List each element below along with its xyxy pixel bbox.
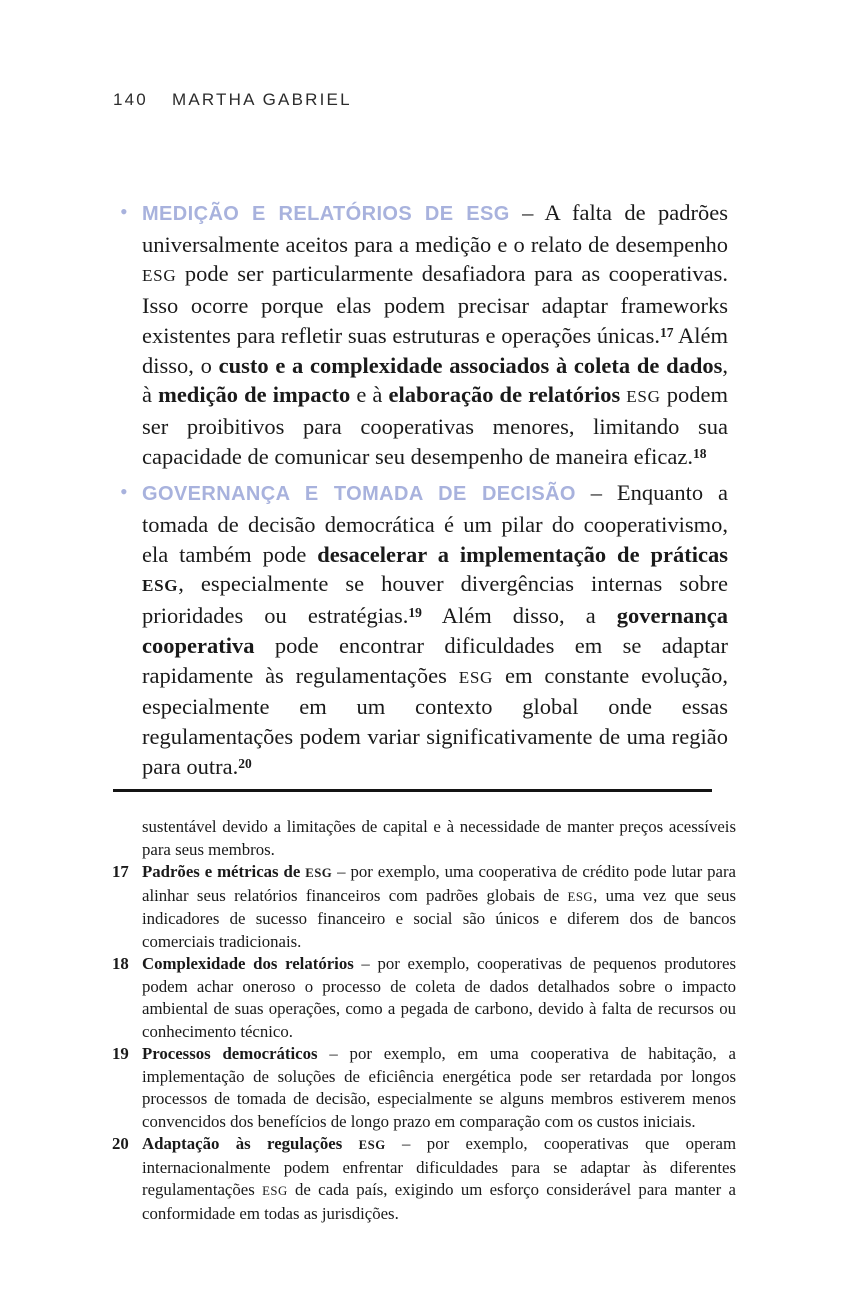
footnote-number: 18 (112, 954, 129, 973)
bullet-heading: MEDIÇÃO E RELATÓRIOS DE ESG (142, 203, 510, 225)
footnote-number: 19 (112, 1044, 129, 1063)
footnote-text: Processos democráticos – por exemplo, em uma cooperativa de habitação, a implementação de soluções de eficiência energética pode ser retardada por longos processos de tomada de decisão, especialmente se alguns membros estiverem menos convencidos dos benefícios de longo prazo em comparação com os custos iniciais. (142, 1044, 737, 1131)
footnote-number: 20 (112, 1134, 129, 1153)
footnote-text: Padrões e métricas de ESG – por exemplo, uma cooperativa de crédito pode lutar para alinhar seus relatórios financeiros com padrões globais de ESG, uma vez que seus indicadores de sucesso financeiro e social são únicos e diferem dos de bancos comerciais tradicionais. (142, 862, 736, 951)
bullet-body-text: – Enquanto a tomada de decisão democrática é um pilar do cooperativismo, ela também pode desacelerar a implementação de práticas ESG, especialmente se houver divergências internas sobre prioridades ou estratégias.$^{19}$ Além disso, a governança cooperativa pode encontrar dificuldades em se adaptar rapidamente às regulamentações ESG em constante evolução, especialmente em um contexto global onde essas regulamentações podem variar significativamente de uma região para outra.$^{20}$ (142, 480, 729, 779)
bullet-dot-icon: • (120, 199, 128, 224)
footnote-continuation: sustentável devido a limitações de capital e à necessidade de manter preços acessíveis para seus membros. (142, 817, 736, 859)
page-number: 140 (113, 90, 148, 109)
footnote-text: Complexidade dos relatórios – por exemplo, cooperativas de pequenos produtores podem achar oneroso o processo de coleta de dados detalhados sobre o impacto ambiental de suas operações, como a pegada de carbono, devido à falta de recursos ou conhecimento técnico. (142, 954, 736, 1041)
running-head-author: MARTHA GABRIEL (171, 90, 352, 109)
footnotes-block (112, 816, 737, 1225)
bullet-dot-icon: • (120, 479, 128, 505)
bullet-item-medicao-relatorios-esg (120, 198, 729, 471)
running-head (113, 90, 352, 110)
footnote-17 (112, 861, 736, 953)
footnote-18 (112, 953, 736, 1043)
footnote-text: Adaptação às regulações ESG – por exemplo, cooperativas que operam internacionalmente podem enfrentar dificuldades para se adaptar às diferentes regulamentações ESG de cada país, exigindo um esforço considerável para manter a conformidade em todas as jurisdições. (142, 1134, 736, 1223)
bullet-heading: GOVERNANÇA E TOMADA DE DECISÃO (142, 483, 576, 506)
bullet-item-governanca-decisao (120, 478, 729, 781)
footnote-number: 17 (112, 862, 129, 881)
footnote-separator-rule (113, 789, 712, 792)
footnote-20 (112, 1133, 736, 1225)
footnote-19 (112, 1043, 737, 1133)
bullet-body-text: – A falta de padrões universalmente aceitos para a medição e o relato de desempenho ESG pode ser particularmente desafiadora para as cooperativas. Isso ocorre porque elas podem precisar adaptar frameworks existentes para refletir suas estruturas e operações únicas.$^{17}$ Além disso, o custo e a complexidade associados à coleta de dados, à medição de impacto e à elaboração de relatórios ESG podem ser proibitivos para cooperativas menores, limitando sua capacidade de comunicar seu desempenho de maneira eficaz.$^{18}$ (142, 200, 729, 469)
main-text-column (120, 198, 729, 788)
